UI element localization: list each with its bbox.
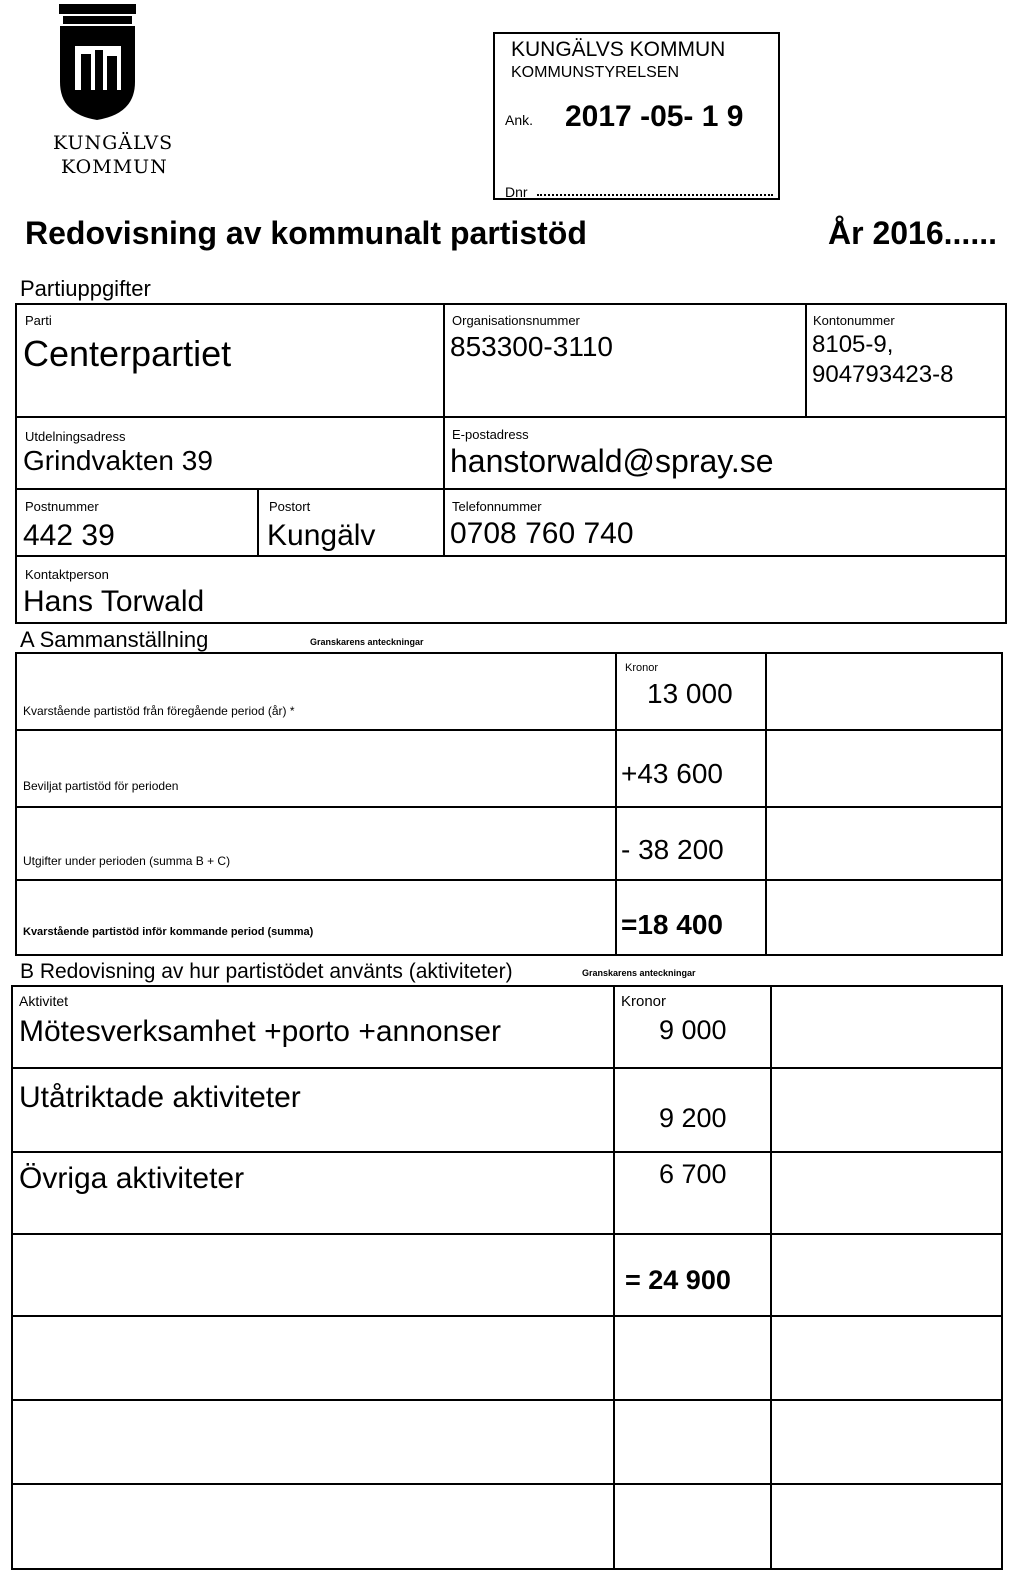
phone-value: 0708 760 740 bbox=[450, 517, 634, 550]
parti-value: Centerpartiet bbox=[23, 333, 232, 374]
summary-row-3-label: Utgifter under perioden (summa B + C) bbox=[23, 854, 231, 868]
section-b-notes-label: Granskarens anteckningar bbox=[582, 968, 696, 978]
kronor-header: Kronor bbox=[625, 662, 659, 674]
summary-row-4-label: Kvarstående partistöd inför kommande period (summa) bbox=[23, 926, 314, 938]
postort-value: Kungälv bbox=[267, 519, 376, 552]
stamp-dnr-line bbox=[537, 194, 773, 196]
stamp-date: 2017 -05- 1 9 bbox=[565, 100, 744, 133]
account-value-1: 8105-9, bbox=[812, 331, 894, 358]
org-number-label: Organisationsnummer bbox=[452, 313, 580, 328]
address-label: Utdelningsadress bbox=[25, 429, 126, 444]
party-section-heading: Partiuppgifter bbox=[20, 276, 151, 301]
logo-text-line2: KOMMUN bbox=[61, 156, 168, 178]
stamp-dnr-label: Dnr bbox=[505, 184, 528, 200]
email-value: hanstorwald@spray.se bbox=[450, 443, 774, 479]
municipality-logo bbox=[53, 2, 174, 178]
received-stamp bbox=[493, 32, 780, 200]
contact-label: Kontaktperson bbox=[25, 567, 109, 582]
party-info-table bbox=[15, 303, 1007, 624]
activity-row-2-name: Utåtriktade aktiviteter bbox=[19, 1081, 301, 1114]
activity-row-3-name: Övriga aktiviteter bbox=[19, 1162, 245, 1195]
summary-row-1-value: 13 000 bbox=[647, 678, 733, 709]
summary-row-3-value: - 38 200 bbox=[621, 834, 724, 865]
postort-label: Postort bbox=[269, 499, 311, 514]
contact-value: Hans Torwald bbox=[23, 585, 205, 618]
page-title: Redovisning av kommunalt partistöd bbox=[25, 215, 587, 251]
postnr-label: Postnummer bbox=[25, 499, 99, 514]
section-b-heading: B Redovisning av hur partistödet använts (aktiviteter) bbox=[20, 960, 513, 983]
account-value-2: 904793423-8 bbox=[812, 361, 954, 388]
activities-table bbox=[11, 985, 1003, 1570]
section-a-notes-label: Granskarens anteckningar bbox=[310, 637, 424, 647]
address-value: Grindvakten 39 bbox=[23, 445, 213, 476]
activity-row-3-value: 6 700 bbox=[659, 1159, 727, 1189]
activity-row-2-value: 9 200 bbox=[659, 1103, 727, 1133]
org-number-value: 853300-3110 bbox=[450, 331, 613, 362]
stamp-org: KUNGÄLVS KOMMUN bbox=[511, 38, 726, 61]
summary-table bbox=[15, 652, 1003, 956]
coat-of-arms-icon bbox=[55, 2, 140, 122]
report-year: År 2016...... bbox=[828, 215, 997, 251]
email-label: E-postadress bbox=[452, 427, 529, 442]
account-label: Kontonummer bbox=[813, 313, 895, 328]
summary-row-4-value: =18 400 bbox=[621, 909, 723, 940]
postnr-value: 442 39 bbox=[23, 519, 115, 552]
activity-row-1-name: Mötesverksamhet +porto +annonser bbox=[19, 1015, 501, 1048]
summary-row-1-label: Kvarstående partistöd från föregående period (år) * bbox=[23, 704, 295, 718]
section-a-heading: A Sammanställning bbox=[20, 627, 209, 652]
stamp-dept: KOMMUNSTYRELSEN bbox=[511, 64, 680, 81]
summary-row-2-label: Beviljat partistöd för perioden bbox=[23, 779, 179, 793]
activity-header: Aktivitet bbox=[19, 993, 69, 1009]
logo-text-line1: KUNGÄLVS bbox=[53, 132, 174, 154]
parti-label: Parti bbox=[25, 313, 52, 328]
activity-row-1-value: 9 000 bbox=[659, 1015, 727, 1045]
phone-label: Telefonnummer bbox=[452, 499, 542, 514]
activity-kronor-header: Kronor bbox=[621, 993, 667, 1010]
activity-total-value: = 24 900 bbox=[625, 1265, 731, 1295]
stamp-ank-label: Ank. bbox=[505, 112, 534, 128]
summary-row-2-value: +43 600 bbox=[621, 758, 723, 789]
